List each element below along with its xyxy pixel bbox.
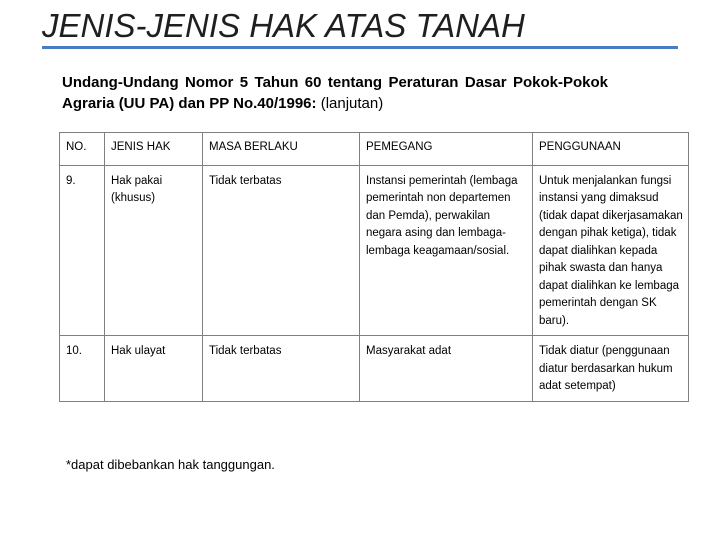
- header-jenis-hak: JENIS HAK: [105, 133, 203, 166]
- header-pemegang: PEMEGANG: [360, 133, 533, 166]
- land-rights-table: [59, 132, 689, 402]
- footnote: *dapat dibebankan hak tanggungan.: [66, 457, 275, 472]
- title-underline: [42, 46, 678, 49]
- subtitle-bold-text: Undang-Undang Nomor 5 Tahun 60 tentang Peraturan Dasar Pokok-Pokok Agraria (UU PA) dan PP No.40/1996:: [62, 74, 608, 112]
- cell-masa-berlaku: Tidak terbatas: [203, 336, 360, 402]
- slide-subtitle: [62, 72, 608, 114]
- cell-pemegang: Masyarakat adat: [360, 336, 533, 402]
- cell-masa-berlaku: Tidak terbatas: [203, 165, 360, 336]
- table-header-row: [60, 133, 689, 166]
- header-masa-berlaku: MASA BERLAKU: [203, 133, 360, 166]
- slide-title: JENIS-JENIS HAK ATAS TANAH: [42, 7, 525, 44]
- table-row: [60, 165, 689, 336]
- cell-jenis-hak: Hak ulayat: [105, 336, 203, 402]
- cell-pemegang: Instansi pemerintah (lembaga pemerintah non departemen dan Pemda), perwakilan negara asing dan lembaga-lembaga keagamaan/sosial.: [360, 165, 533, 336]
- table-row: [60, 336, 689, 402]
- cell-penggunaan: Untuk menjalankan fungsi instansi yang dimaksud (tidak dapat dikerjasamakan dengan pihak ketiga), tidak dapat dialihkan kepada pihak swasta dan hanya dapat dialihkan ke lembaga pemerintah dengan SK baru).: [533, 165, 689, 336]
- header-penggunaan: PENGGUNAAN: [533, 133, 689, 166]
- subtitle-note: (lanjutan): [316, 95, 384, 112]
- cell-jenis-hak: Hak pakai (khusus): [105, 165, 203, 336]
- cell-penggunaan: Tidak diatur (penggunaan diatur berdasarkan hukum adat setempat): [533, 336, 689, 402]
- cell-no: 9.: [60, 165, 105, 336]
- cell-no: 10.: [60, 336, 105, 402]
- header-no: NO.: [60, 133, 105, 166]
